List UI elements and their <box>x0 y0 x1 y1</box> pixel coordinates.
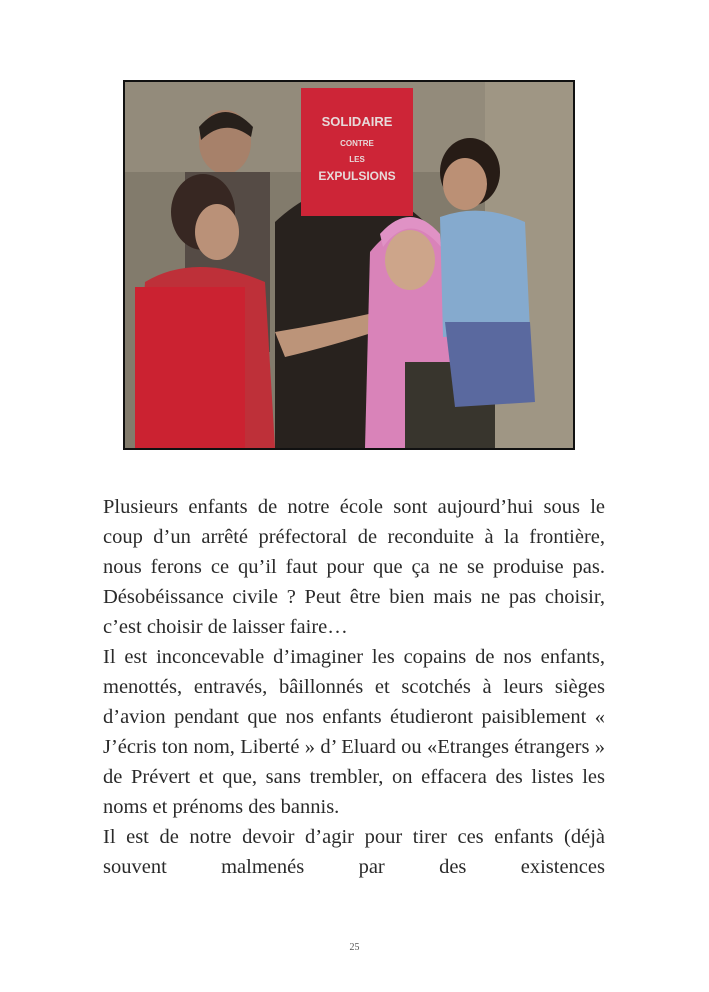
body-text <box>103 492 605 882</box>
sign-line-4: EXPULSIONS <box>318 169 396 183</box>
paragraph-3: Il est de notre devoir d’agir pour tirer ces enfants (déjà souvent malmenés par des existences <box>103 826 605 878</box>
protest-photo-illustration <box>125 82 573 448</box>
sign-line-1: SOLIDAIRE <box>321 114 393 129</box>
sign-line-3: LES <box>349 155 365 164</box>
sign-line-2: CONTRE <box>340 139 374 148</box>
protest-photo <box>123 80 575 450</box>
page-number: 25 <box>349 942 360 953</box>
paragraph-2: Il est inconcevable d’imaginer les copains de nos enfants, menottés, entravés, bâillonnés et scotchés à leurs sièges d’avion pendant que nos enfants étudieront paisiblement « J’écris ton nom, Liberté » d’ Eluard ou «Etranges étrangers » de Prévert et que, sans trembler, on effacera des listes les noms et prénoms des bannis. <box>103 646 605 818</box>
paragraph-1: Plusieurs enfants de notre école sont aujourd’hui sous le coup d’un arrêté préfectoral de reconduite à la frontière, nous ferons ce qu’il faut pour que ça ne se produise pas. Désobéissance civile ? Peut être bien mais ne pas choisir, c’est choisir de laisser faire… <box>103 496 605 638</box>
